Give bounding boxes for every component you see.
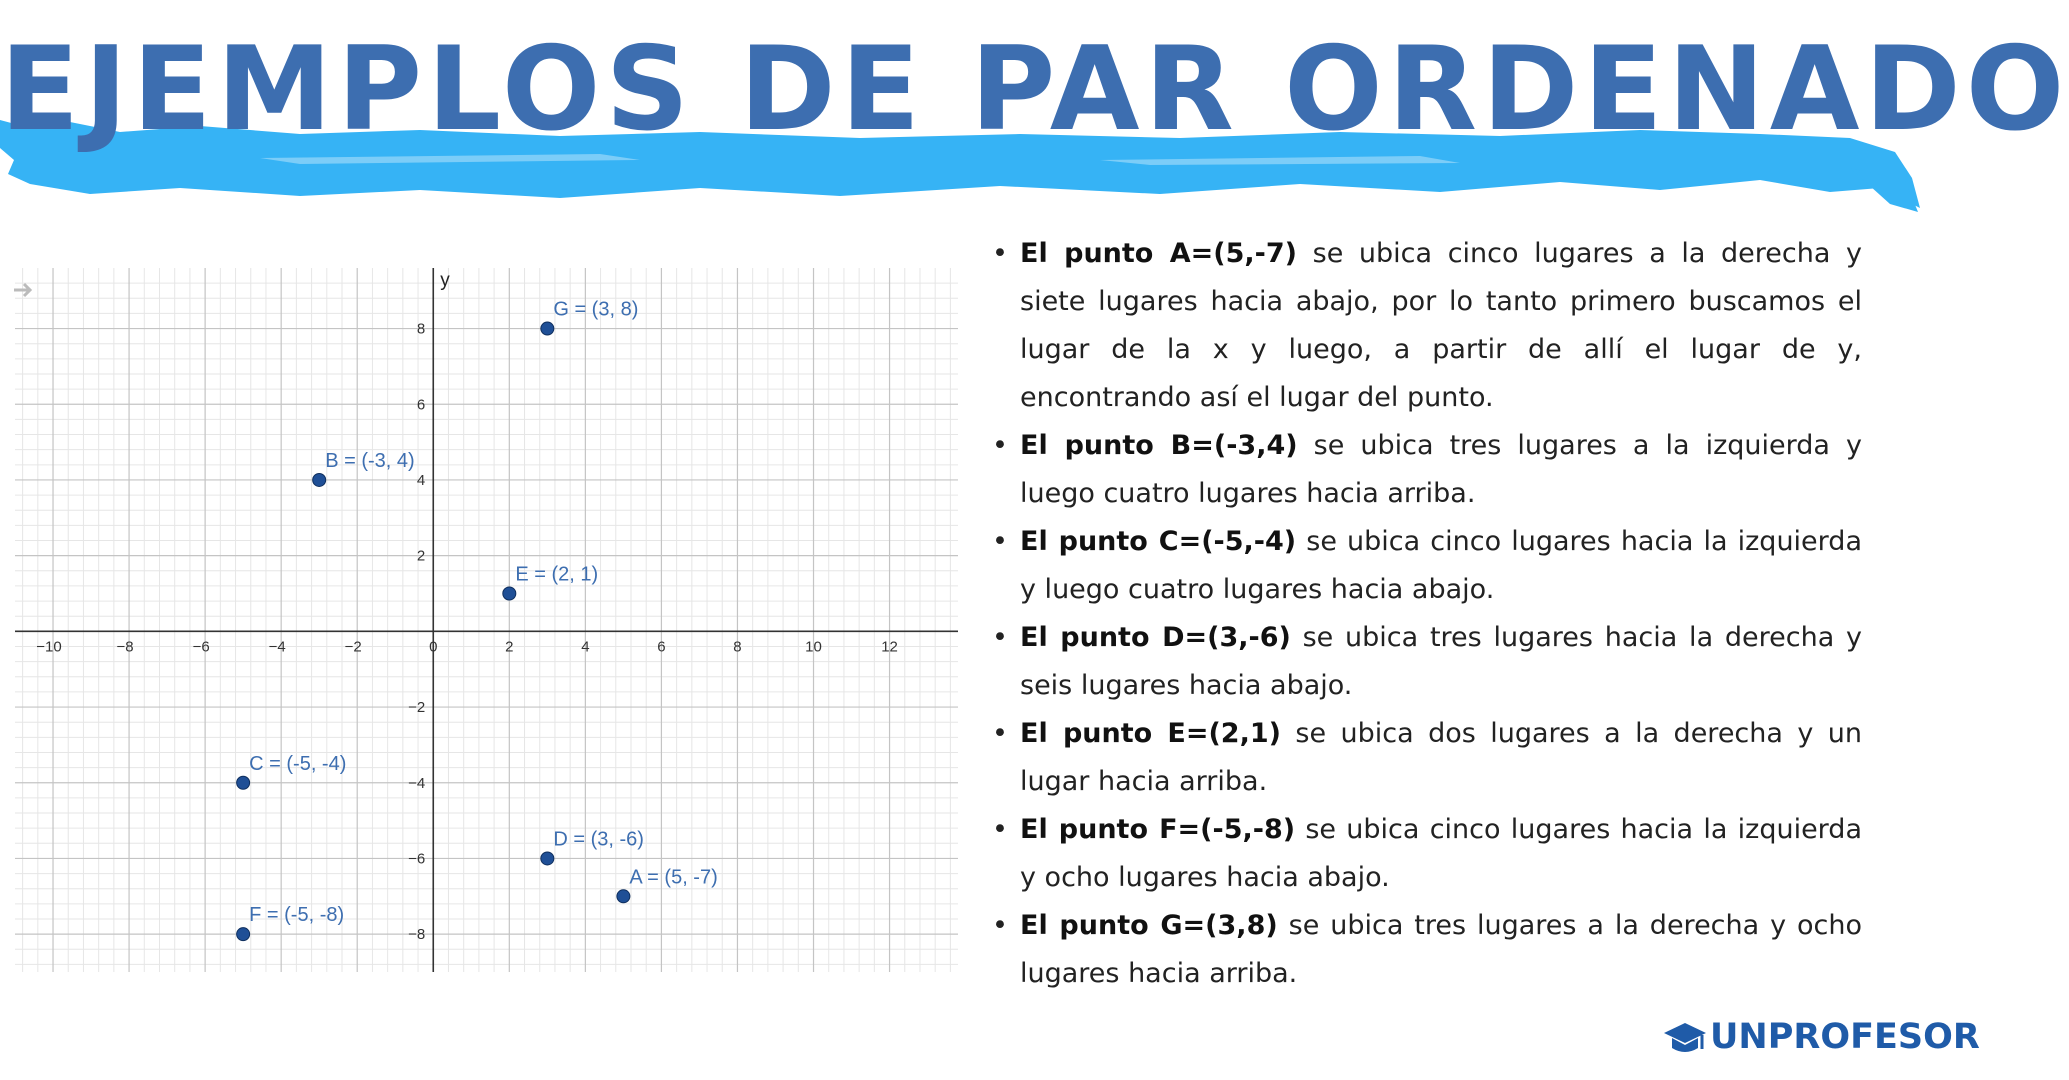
data-point [237, 928, 250, 941]
data-point-label: E = (2, 1) [515, 563, 599, 586]
x-tick-label: −6 [192, 638, 210, 656]
data-point [313, 473, 326, 486]
point-description-title: El punto C=(-5,-4) [1020, 526, 1297, 557]
x-tick-label: 0 [429, 638, 438, 656]
data-point [237, 776, 250, 789]
data-point-label: G = (3, 8) [553, 298, 639, 321]
point-description-title: El punto D=(3,-6) [1020, 622, 1291, 653]
point-description [1000, 614, 1862, 710]
y-tick-label: −4 [408, 774, 426, 792]
point-description-text: se ubica cinco lugares hacia la izquierda y luego cuatro lugares hacia abajo. [1020, 526, 1862, 605]
page-title: EJEMPLOS DE PAR ORDENADO [0, 22, 2069, 157]
grid-minor [15, 268, 958, 972]
y-axis-label: y [440, 270, 450, 291]
point-description [1000, 806, 1862, 902]
data-points [237, 298, 718, 944]
point-description [1000, 422, 1862, 518]
data-point-label: F = (-5, -8) [249, 904, 345, 927]
x-tick-label: 12 [881, 638, 898, 656]
x-tick-label: −2 [344, 638, 362, 656]
point-description-title: El punto F=(-5,-8) [1020, 814, 1296, 845]
x-tick-label: 6 [657, 638, 666, 656]
point-description-text: se ubica cinco lugares hacia la izquierda y ocho lugares hacia abajo. [1020, 814, 1862, 893]
y-tick-label: 2 [416, 547, 426, 565]
x-tick-label: −4 [268, 638, 286, 656]
point-description [1000, 710, 1862, 806]
coordinate-plane [0, 260, 980, 980]
y-tick-label: 8 [416, 320, 426, 338]
x-tick-label: −10 [36, 638, 62, 656]
data-point-label: A = (5, -7) [629, 866, 718, 889]
data-point-label: B = (-3, 4) [325, 449, 415, 472]
point-description-text: se ubica dos lugares a la derecha y un lugar hacia arriba. [1020, 718, 1862, 797]
data-point [617, 890, 630, 903]
point-description [1000, 230, 1862, 422]
y-tick-label: 4 [416, 471, 426, 489]
x-tick-label: 10 [805, 638, 822, 656]
point-description-title: El punto G=(3,8) [1020, 910, 1278, 941]
data-point-label: C = (-5, -4) [249, 752, 347, 775]
point-description-list [1000, 230, 1862, 998]
point-description-text: se ubica tres lugares hacia la derecha y seis lugares hacia abajo. [1020, 622, 1862, 701]
data-point-label: D = (3, -6) [553, 828, 644, 851]
x-tick-label: 2 [505, 638, 514, 656]
unprofesor-logo [1662, 1015, 1980, 1065]
graduation-cap-icon [1662, 1019, 1708, 1059]
point-description-title: El punto A=(5,-7) [1020, 238, 1298, 269]
y-tick-label: −6 [408, 850, 426, 868]
y-tick-label: −8 [408, 926, 426, 944]
data-point [541, 322, 554, 335]
chart-toolbar-icon [14, 284, 30, 296]
y-tick-label: −2 [408, 699, 426, 717]
data-point [503, 587, 516, 600]
x-tick-label: 4 [581, 638, 590, 656]
brand-name: UNPROFESOR [1710, 1017, 1980, 1057]
point-description [1000, 518, 1862, 614]
point-description-title: El punto E=(2,1) [1020, 718, 1281, 749]
point-description-text: se ubica cinco lugares a la derecha y siete lugares hacia abajo, por lo tanto primero buscamos el lugar de la x y luego, a partir de allí el lugar de y, encontrando así el lugar del punto. [1020, 238, 1862, 413]
x-tick-label: −8 [116, 638, 134, 656]
y-tick-label: 6 [416, 396, 426, 414]
point-description-title: El punto B=(-3,4) [1020, 430, 1298, 461]
point-description [1000, 902, 1862, 998]
point-description-text: se ubica tres lugares a la derecha y ocho lugares hacia arriba. [1020, 910, 1862, 989]
data-point [541, 852, 554, 865]
x-tick-label: 8 [733, 638, 742, 656]
point-description-text: se ubica tres lugares a la izquierda y luego cuatro lugares hacia arriba. [1020, 430, 1862, 509]
